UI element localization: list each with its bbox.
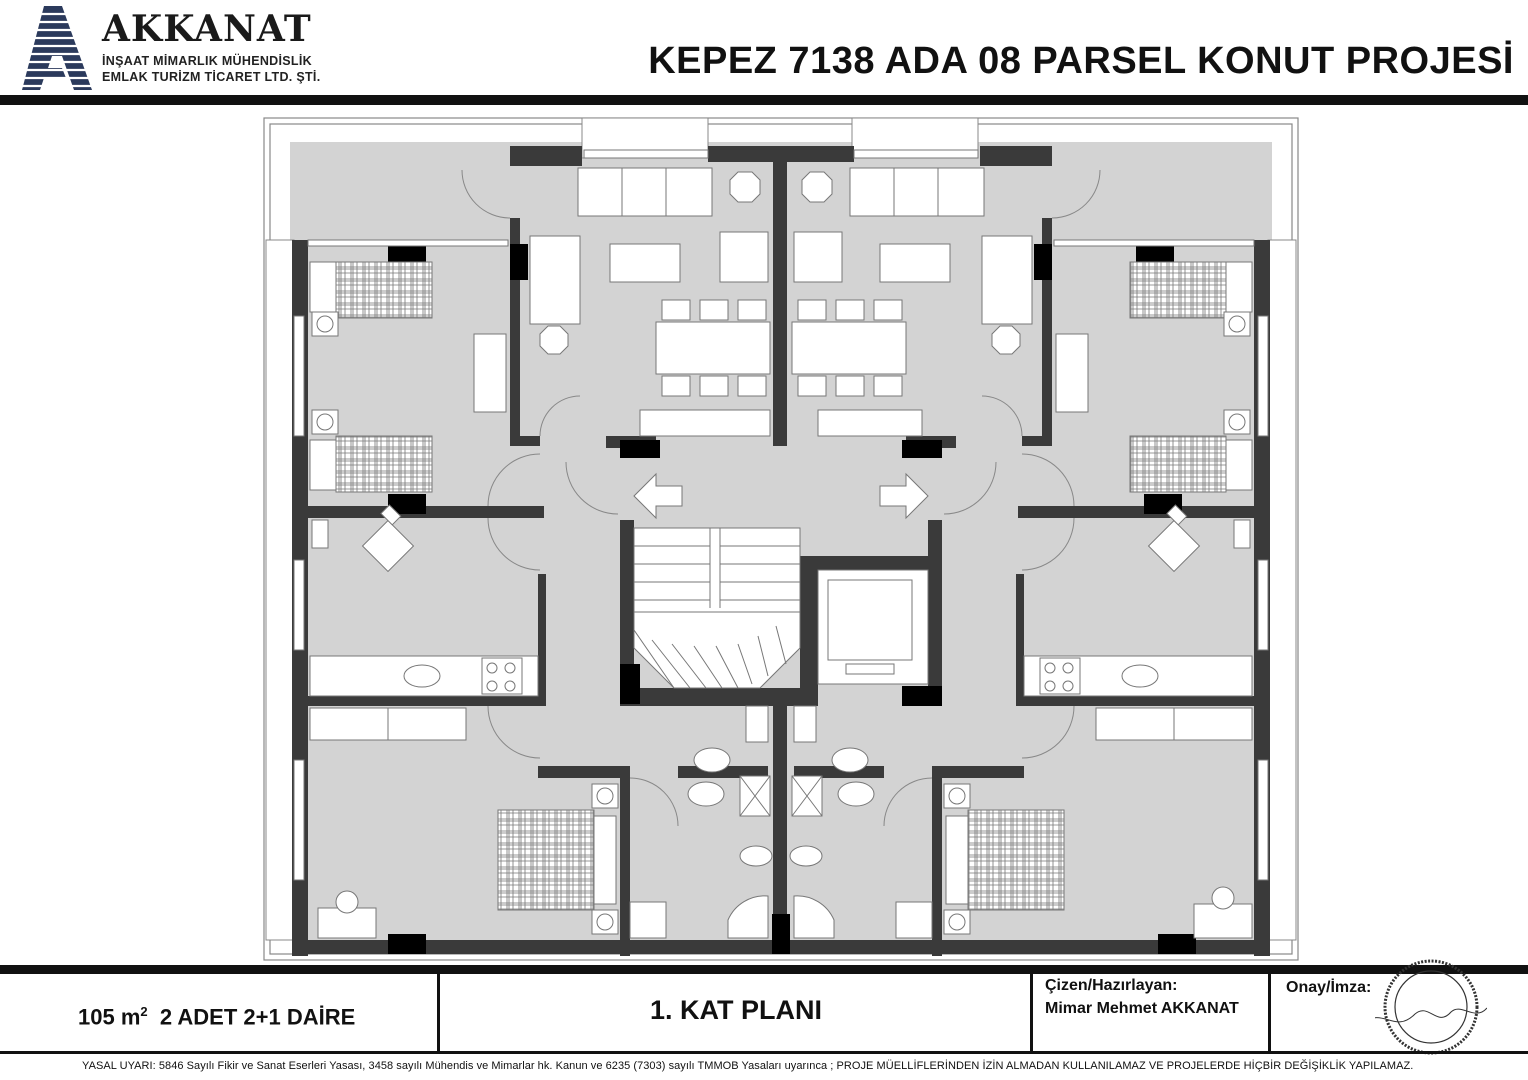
- header-rule: [0, 95, 1528, 105]
- area-value: 105 m: [78, 1004, 141, 1030]
- approval-label: Onay/İmza:: [1286, 979, 1372, 996]
- architect-stamp-icon: [1375, 958, 1487, 1056]
- footer-bottom-rule: [0, 1051, 1528, 1054]
- unit-area-info: [78, 1004, 355, 1030]
- staircase: [634, 528, 800, 688]
- company-subtitle-1: İNŞAAT MİMARLIK MÜHENDİSLİK: [102, 54, 312, 68]
- title-block-header: [0, 0, 1528, 106]
- area-cell: [0, 974, 440, 1052]
- logo-mark-icon: [22, 4, 94, 92]
- floor-plan-drawing: [262, 116, 1300, 964]
- legal-warning: YASAL UYARI: 5846 Sayılı Fikir ve Sanat Eserleri Yasası, 3458 sayılı Mühendis ve Mimarlar hk. Kanun ve 6235 (7303) sayılı TMMOB Yasaları uyarınca ; PROJE MÜELLİFLERİNDEN İZİN ALMADAN KULLANILAMAZ VE PROJELERDE HİÇBİR DEĞİŞİKLİK YAPILAMAZ.: [82, 1060, 1414, 1072]
- title-block-footer: [0, 965, 1528, 1080]
- area-unit-superscript: 2: [140, 1004, 148, 1019]
- company-logo: [22, 4, 352, 94]
- project-title: KEPEZ 7138 ADA 08 PARSEL KONUT PROJESİ: [648, 40, 1514, 82]
- drawn-by-name: Mimar Mehmet AKKANAT: [1045, 1000, 1239, 1017]
- elevator-shaft: [818, 570, 928, 684]
- footer-rule: [0, 965, 1528, 974]
- drawn-by-label: Çizen/Hazırlayan:: [1045, 977, 1178, 994]
- sheet-title: 1. KAT PLANI: [650, 995, 823, 1025]
- company-subtitle-2: EMLAK TURİZM TİCARET LTD. ŞTİ.: [102, 70, 321, 84]
- unit-count: 2 ADET 2+1 DAİRE: [159, 1004, 356, 1030]
- company-name: AKKANAT: [102, 8, 312, 50]
